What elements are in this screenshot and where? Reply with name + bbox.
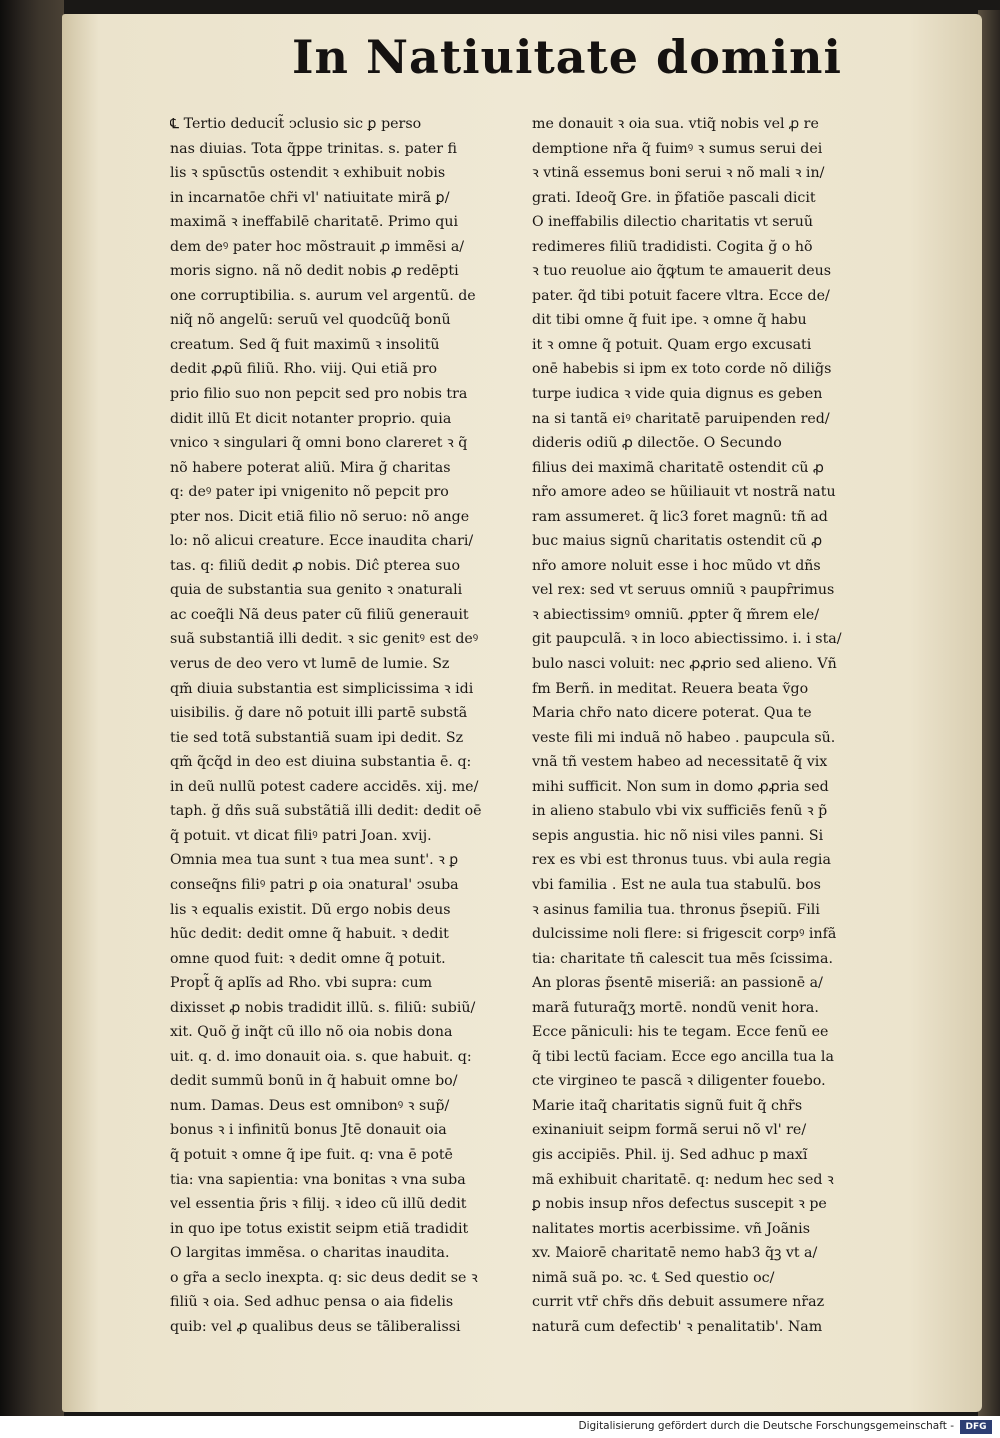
left-text-column [170,112,520,1339]
text-line: taph. ğ dñs suã substãtiã illi dedit: dedit oē [170,803,482,820]
page-header-title: In Natiuitate domini [292,30,842,84]
text-line: maximã ꝛ ineffabilē charitatē. Primo qui [170,214,459,231]
text-line: in incarnatōe chr̃i vl' natiuitate mirã ꝑ/ [170,189,450,206]
text-line: dit tibi omne q̃ fuit ipe. ꝛ omne q̃ habu [532,312,807,329]
text-line: conseq̃ns filiꝰ patri ꝑ oia ↄnatural' ↄsuba [170,876,459,893]
text-line: fm Berñ. in meditat. Reuera beata ṽgo [532,680,809,697]
text-line: onē habebis si ipm ex toto corde nõ dilig̃s [532,361,832,378]
text-line: mã exhibuit charitatē. q: nedum hec sed ꝛ [532,1171,834,1188]
text-line: gis accipiēs. Phil. ij. Sed adhuc p maxĩ [532,1146,808,1163]
text-line: tie sed totã substantiã suam ipi dedit. Sz [170,729,464,746]
text-line: tia: vna sapientia: vna bonitas ꝛ vna suba [170,1171,466,1188]
text-line: tia: charitate tñ calescit tua mēs ſcissima. [532,950,833,967]
text-line: uit. q. d. imo donauit oia. s. que habuit. q: [170,1048,472,1065]
text-line: num. Damas. Deus est omnibonꝰ ꝛ sup̃/ [170,1097,450,1114]
text-line: Marie itaq̃ charitatis signũ fuit q̃ chr̃s [532,1097,803,1114]
text-line: ꝛ vtinã essemus boni serui ꝛ nõ mali ꝛ in/ [532,165,825,182]
text-line: vbi familia . Est ne aula tua stabulũ. bos [532,876,821,893]
text-line: ℄ Tertio deducit̃ ↄclusio sic ꝑ perso [170,116,422,132]
book-spine-edge [0,0,64,1416]
text-line: O largitas immẽsa. o charitas inaudita. [170,1245,450,1262]
text-line: xv. Maiorē charitatē nemo hab3 q̃ꝫ vt a/ [532,1245,818,1262]
text-line: bonus ꝛ i infinitũ bonus Jtē donauit oia [170,1122,447,1139]
text-line: lis ꝛ spūsctūs ostendit ꝛ exhibuit nobis [170,165,446,182]
text-line: ꝑ nobis insup nr̃os defectus suscepit ꝛ pe [532,1196,827,1213]
text-line: ꝛ asinus familia tua. thronus p̃sepiũ. Fili [532,901,820,918]
text-line: lo: nõ alicui creature. Ecce inaudita chari/ [170,533,474,550]
text-line: in alieno stabulo vbi vix sufficiēs fenũ ꝛ p̃ [532,803,828,820]
text-line: Omnia mea tua sunt ꝛ tua mea sunt'. ꝛ ꝑ [170,852,459,869]
text-line: one corruptibilia. s. aurum vel argentũ. de [170,287,476,304]
text-line: cte virgineo te pascã ꝛ diligenter fouebo. [532,1073,826,1090]
text-line: veste fili mi induã nõ habeo . paupcula sũ. [532,729,836,746]
text-line: filiũ ꝛ oia. Sed adhuc pensa o aia fidelis [170,1294,454,1311]
text-line: uisibilis. ğ dare nõ potuit illi partē substã [170,705,468,722]
dfg-logo: DFG [960,1420,992,1434]
text-line: na si tantã eiꝰ charitatē paruipenden red/ [532,410,830,427]
text-line: hũc dedit: dedit omne q̃ habuit. ꝛ dedit [170,926,449,943]
text-line: An ploras p̃sentē miseriã: an passionē a/ [532,975,823,992]
text-line: nr̃o amore adeo se hũiliauit vt nostrã natu [532,484,836,501]
text-line: ram assumeret. q̃ lic3 foret magnũ: tñ ad [532,508,828,525]
text-line: ꝛ tuo reuolue aio q̃ꝙtum te amauerit deus [532,263,832,280]
text-line: verus de deo vero vt lumē de lumie. Sz [170,656,450,673]
text-line: nas diuias. Tota q̃ppe trinitas. s. pater fi [170,140,458,157]
text-line: vnã tñ vestem habeo ad necessitatē q̃ vix [532,754,828,771]
text-line: Propt̃ q̃ aplĩs ad Rho. vbi supra: cum [170,975,433,992]
text-line: tas. q: filiũ dedit ꝓ nobis. Diĉ pterea suo [170,557,461,574]
text-line: q̃ potuit. vt dicat filiꝰ patri Joan. xvij. [170,827,432,844]
text-line: q̃ tibi lectũ faciam. Ecce ego ancilla tua la [532,1048,834,1065]
text-line: omne quod fuit: ꝛ dedit omne q̃ potuit. [170,950,446,967]
text-line: naturã cum defectib' ꝛ penalitatib'. Nam [532,1318,823,1335]
text-line: prio filio suo non pepcit sed pro nobis tra [170,386,468,403]
text-line: nr̃o amore noluit esse i hoc mũdo vt dñs [532,557,821,574]
text-line: dem deꝰ pater hoc mõstrauit ꝓ immẽsi a/ [170,238,465,255]
text-line: in deũ nullũ potest cadere accidēs. xij. me/ [170,778,479,795]
text-line: dideris odiũ ꝓ dilectõe. O Secundo [532,435,782,452]
text-line: moris signo. nã nõ dedit nobis ꝓ redēpti [170,263,459,280]
text-line: O ineffabilis dilectio charitatis vt seruũ [532,214,814,231]
text-line: q̃ potuit ꝛ omne q̃ ipe fuit. q: vna ē potē [170,1146,453,1163]
text-line: lis ꝛ equalis existit. Dũ ergo nobis deus [170,901,451,918]
text-line: sepis angustia. hic nõ nisi viles panni. Si [532,827,824,844]
text-line: ac coeq̃li Nã deus pater cũ filiũ generauit [170,606,469,623]
text-line: dixisset ꝓ nobis tradidit illũ. s. filiũ: subiũ/ [170,999,476,1016]
text-line: marã futuraq̃ʒ mortē. nondũ venit hora. [532,999,819,1016]
text-line: creatum. Sed q̃ fuit maximũ ꝛ insolitũ [170,336,440,353]
text-line: dulcissime noli flere: si frigescit corpꝰ infã [532,926,837,943]
text-line: ꝛ abiectissimꝰ omniũ. ꝓpter q̃ m̃rem ele/ [532,606,820,623]
text-line: Ecce pãniculi: his te tegam. Ecce fenũ ee [532,1024,829,1041]
text-line: nõ habere poterat aliũ. Mira ğ charitas [170,459,451,476]
text-line: xit. Quõ ğ inq̃t cũ illo nõ oia nobis dona [170,1024,453,1041]
text-line: dedit summũ bonũ in q̃ habuit omne bo/ [170,1073,458,1090]
text-line: Maria chr̃o nato dicere poterat. Qua te [532,705,812,722]
text-line: me donauit ꝛ oia sua. vtiq̃ nobis vel ꝓ re [532,116,819,132]
text-line: vel essentia p̃ris ꝛ filij. ꝛ ideo cũ illũ dedit [170,1196,467,1213]
text-line: dedit ꝓꝓũ filiũ. Rho. viij. Qui etiã pro [170,361,438,378]
footer-credit-text: Digitalisierung gefördert durch die Deutsche Forschungsgemeinschaft - [578,1420,954,1432]
text-line: q: deꝰ pater ipi vnigenito nõ pepcit pro [170,484,449,501]
text-line: qm̃ q̃cq̃d in deo est diuina substantia ē. q: [170,754,472,771]
text-line: niq̃ nõ angelũ: seruũ vel quodcũq̃ bonũ [170,312,451,329]
text-line: quia de substantia sua genito ꝛ ↄnaturali [170,582,463,599]
text-line: it ꝛ omne q̃ potuit. Quam ergo excusati [532,336,812,353]
text-line: pater. q̃d tibi potuit facere vltra. Ecce de/ [532,287,830,304]
text-line: didit illũ Et dicit notanter proprio. quia [170,410,452,427]
text-line: mihi sufficit. Non sum in domo ꝓꝓria sed [532,778,829,795]
text-line: o gr̃a a seclo inexpta. q: sic deus dedit se ꝛ [170,1269,478,1286]
text-line: pter nos. Dicit etiã filio nõ seruo: nõ ange [170,508,470,525]
text-line: filius dei maximã charitatē ostendit cũ ꝓ [532,459,824,476]
text-line: bulo nasci voluit: nec ꝓꝓrio sed alieno. Vñ [532,656,837,673]
text-line: nimã suã po. ꝛc. ℄ Sed questio oc/ [532,1269,775,1286]
right-text-column [532,112,894,1339]
text-line: buc maius signũ charitatis ostendit cũ ꝓ [532,533,823,550]
text-line: in quo ipe totus existit seipm etiã tradidit [170,1220,469,1237]
text-line: demptione nr̃a q̃ fuimꝰ ꝛ sumus serui dei [532,140,823,157]
text-line: qm̃ diuia substantia est simplicissima ꝛ idi [170,680,474,697]
text-line: currit vtr̃ chr̃s dñs debuit assumere nr̃az [532,1294,825,1311]
text-line: git paupculã. ꝛ in loco abiectissimo. i. i sta/ [532,631,842,648]
digitization-footer [0,1416,1000,1438]
text-line: quib: vel ꝓ qualibus deus se tãliberalissi [170,1318,461,1335]
text-line: redimeres filiũ tradidisti. Cogita ğ o hõ [532,238,813,255]
text-line: vnico ꝛ singulari q̃ omni bono clareret ꝛ q̃ [170,435,468,452]
text-line: exinaniuit seipm formã serui nõ vl' re/ [532,1122,807,1139]
text-line: grati. Ideoq̃ Gre. in p̃fatiõe pascali dicit [532,189,816,206]
text-line: turpe iudica ꝛ vide quia dignus es geben [532,386,823,403]
text-line: nalitates mortis acerbissime. vñ Joãnis [532,1220,811,1237]
text-line: suã substantiã illi dedit. ꝛ sic genitꝰ est deꝰ [170,631,479,648]
text-line: rex es vbi est thronus tuus. vbi aula regia [532,852,831,869]
text-line: vel rex: sed vt seruus omniũ ꝛ paupȓrimus [532,582,835,599]
